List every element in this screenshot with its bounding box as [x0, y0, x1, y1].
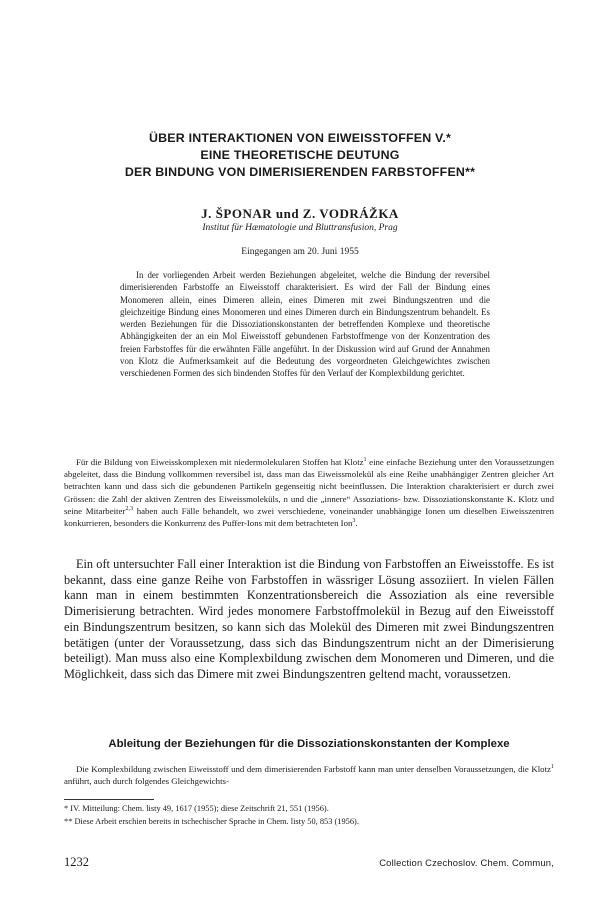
section-text-1: Die Komplexbildung zwischen Eiweisstoff und dem dimerisierenden Farbstoff kann man unter denselben Voraussetzungen, die Klotz — [76, 764, 551, 774]
footnote-rule — [64, 799, 154, 800]
article-title — [60, 130, 540, 181]
received-date: Eingegangen am 20. Juni 1955 — [241, 247, 359, 257]
main-paragraph: Ein oft untersuchter Fall einer Interaktion ist die Bindung von Farbstoffen an Eiweisstoffe. Es ist bekannt, dass eine ganze Reihe von Farbstoffen in wässriger Lösung assoziiert. In vielen Fällen kann man in einem bestimmten Konzentrationsbereich die Assoziation als eine reversible Dimerisierung betrachten. Wird jedes monomere Farbstoffmolekül in Bezug auf den Eiweisstoff ein Bindungszentrum besitzen, so kann sich das Molekül des Dimeren mit zwei Bindungszentren betätigen (unter der Voraussetzung, dass sich das Bindungszentrum nicht an der Dimerisierung beteiligt). Man muss also eine Komplexbildung zwischen dem Monomeren und Dimeren, und die Möglichkeit, dass sich das Dimere mit zwei Bindungszentren geltend macht, voraussetzen. — [64, 557, 554, 681]
page-number: 1232 — [64, 855, 89, 869]
ref-1: 1 — [363, 457, 367, 464]
section-paragraph — [64, 763, 554, 787]
intro-paragraph — [64, 456, 554, 529]
journal-name: Collection Czechoslov. Chem. Commun, — [379, 857, 554, 868]
intro-text-2: eine einfache Beziehung unter den Voraussetzungen abgeleitet, dass die Bindung vollkommen reversibel ist, dass man das Eiweissmolekül als eine Reihe unabhängiger Zentren gleicher Art betrachten kann und dass sich die gebundenen Partikeln gegenseitig nicht beeinflussen. Die Interaktion charakterisiert er durch zwei Grössen: die Zahl der aktiven Zentren des Eiweissmoleküls, n und die „innere“ Assoziations- bzw. Dissoziationskonstante K. Klotz und seine Mitarbeiter — [64, 457, 554, 516]
intro-text-1: Für die Bildung von Eiweisskomplexen mit niedermolekularen Stoffen hat Klotz — [76, 457, 364, 467]
ref-2-3: 2,3 — [125, 505, 134, 512]
ref-3: 3 — [352, 518, 356, 525]
abstract — [120, 269, 490, 380]
affiliation: Institut für Hæmatologie und Bluttransfusion, Prag — [202, 223, 398, 233]
title-line-1: ÜBER INTERAKTIONEN VON EIWEISSTOFFEN V.* — [149, 131, 451, 145]
title-line-3: DER BINDUNG VON DIMERISIERENDEN FARBSTOFFEN** — [124, 165, 476, 179]
title-line-2: EINE THEORETISCHE DEUTUNG — [200, 148, 400, 162]
footnote-1: * IV. Mitteilung: Chem. listy 49, 1617 (1955); diese Zeitschrift 21, 551 (1956). — [64, 804, 329, 813]
intro-text-3: haben auch Fälle behandelt, wo zwei verschiedene, voneinander unabhängige Ionen um dieselben Eiweisszentren konkurrieren, besonders die Konkurrenz des Puffer-Ions mit dem betrachteten Ion — [64, 505, 555, 529]
ref-1-second: 1 — [550, 764, 554, 771]
section-text-2: anführt, auch durch folgendes Gleichgewichts- — [64, 776, 229, 787]
abstract-text: In der vorliegenden Arbeit werden Beziehungen abgeleitet, welche die Bindung der reversibel dimerisierenden Farbstoffe an Eiweisstoff charakterisiert. Es wird der Fall der Bindung eines Monomeren allein, eines Dimeren allein, eines Dimeren mit zwei Bindungszentren und die gleichzeitige Bindung eines Monomeren und eines Dimeren durch ein Bindungszentrum behandelt. Es werden Beziehungen für die Dissoziationskonstanten der betreffenden Komplexe und theoretische Abhängigkeiten der an ein Mol Eiweisstoff gebundenen Farbstoffmenge von der Konzentration des freien Farbstoffes für die erwähnten Fälle angeführt. In der Diskussion wird auf Grund der Annahmen von Klotz die Aufmerksamkeit auf die Bedeutung des vorgeordneten Gleichgewichtes zwischen verschiedenen Formen des sich bindenden Stoffes für den Verlauf der Komplexbildung gerichtet. — [120, 270, 490, 379]
authors: J. ŠPONAR und Z. VODRÁŽKA — [201, 206, 399, 221]
footnote-2: ** Diese Arbeit erschien bereits in tschechischer Sprache in Chem. listy 50, 853 (1956). — [64, 817, 359, 826]
intro-text-4: . — [355, 518, 358, 529]
section-heading: Ableitung der Beziehungen für die Dissoziationskonstanten der Komplexe — [108, 738, 510, 750]
